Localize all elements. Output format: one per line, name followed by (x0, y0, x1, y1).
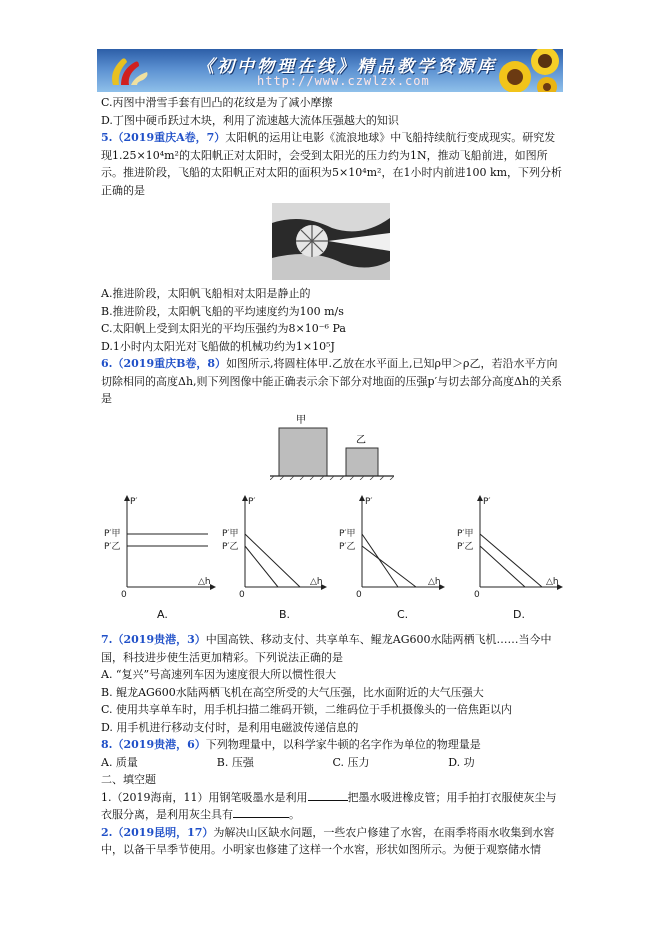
graph-a (104, 496, 215, 600)
graph-b-origin: 0 (239, 590, 245, 600)
answer-graphs (100, 492, 570, 627)
block-yi-label: 乙 (356, 435, 366, 446)
q5-option-b: B.推进阶段，太阳帆飞船的平均速度约为100 m/s (101, 304, 344, 318)
q9-blank-2 (233, 807, 289, 818)
q9-stem (101, 789, 564, 824)
q5-option-a: A.推进阶段，太阳帆飞船相对太阳是静止的 (101, 287, 311, 300)
q7-number: 7. (101, 633, 113, 646)
q6-source: （2019重庆B卷，8） (112, 357, 227, 370)
q5-source: （2019重庆A卷，7） (112, 131, 226, 144)
graph-label-b: B. (279, 608, 291, 621)
graph-a-p-yi: P′乙 (104, 542, 121, 552)
q8-stem (101, 736, 564, 754)
cylinders-figure (270, 410, 394, 480)
q7-option-d: D. 用手机进行移动支付时，是利用电磁波传递信息的 (101, 720, 359, 734)
question-block-lower (101, 631, 564, 859)
q5-stem (101, 129, 564, 199)
q9-part-b: 把墨水吸进橡皮管；用手拍打衣服使灰尘与衣服分离，是利用灰尘具有 (101, 790, 557, 821)
graph-d-y-label: P′ (483, 497, 491, 507)
banner-title: 《初中物理在线》精品教学资源库 (197, 57, 497, 77)
q7-text: 中国高铁、移动支付、共享单车、鲲龙AG600水陆两栖飞机……当今中国，科技进步使生活更加精彩。下列说法正确的是 (101, 633, 552, 664)
graph-c-y-label: P′ (365, 497, 373, 507)
q10-source: （2019昆明，17） (112, 825, 214, 839)
q8-option-d: D. 功 (448, 755, 475, 769)
q4-option-d: D.丁图中硬币跃过木块，利用了流速越大流体压强越大的知识 (101, 113, 399, 127)
graph-a-origin: 0 (121, 590, 127, 600)
graph-label-d: D. (513, 608, 525, 621)
graph-d-x-label: △h (546, 577, 559, 587)
section-heading-fill-in: 二、填空题 (101, 773, 156, 786)
q8-source: （2019贵港，6） (112, 738, 206, 751)
q8-text: 下列物理量中，以科学家牛顿的名字作为单位的物理量是 (205, 738, 481, 751)
q9-part-c: 。 (289, 808, 300, 821)
question-block-upper (101, 94, 564, 199)
q8-option-a: A. 质量 (101, 755, 138, 769)
sunflower-icon (495, 49, 563, 92)
graph-c-origin: 0 (356, 590, 362, 600)
q8-option-b: B. 压强 (216, 755, 254, 769)
graph-a-p-jia: P′甲 (104, 529, 121, 539)
q4-option-c: C.丙图中滑雪手套有凹凸的花纹是为了减小摩擦 (101, 96, 333, 109)
graph-b-p-jia: P′甲 (222, 529, 239, 539)
graph-b (222, 496, 326, 600)
graph-d-p-yi: P′乙 (457, 542, 474, 552)
graph-b-y-label: P′ (248, 497, 256, 507)
graph-c-p-jia: P′甲 (339, 529, 356, 539)
q8-options (101, 754, 564, 772)
graph-c-x-label: △h (428, 577, 441, 587)
banner-url: http://www.czwlzx.com (257, 74, 430, 88)
graph-c (339, 496, 444, 600)
q9-blank-1 (308, 790, 348, 801)
graph-label-a: A. (157, 608, 168, 621)
q6-stem (101, 355, 564, 408)
logo-icon (103, 52, 157, 89)
q8-option-c: C. 压力 (332, 755, 370, 769)
q10-text: 为解决山区缺水问题，一些农户修建了水窖，在雨季将雨水收集到水窖中，以备干旱季节使用。小明家也修建了这样一个水窖，形状如图所示。为便于观察储水情 (101, 825, 555, 856)
q7-option-b: B. 鲲龙AG600水陆两栖飞机在高空所受的大气压强，比水面附近的大气压强大 (101, 685, 484, 699)
q5-option-d: D.1小时内太阳光对飞船做的机械功约为1×10⁵J (101, 339, 335, 353)
q10-stem (101, 824, 564, 859)
block-jia-label: 甲 (296, 415, 306, 426)
q6-number: 6. (101, 357, 113, 370)
graph-a-y-label: P′ (130, 497, 138, 507)
graph-d-origin: 0 (474, 590, 480, 600)
graph-d-p-jia: P′甲 (457, 529, 474, 539)
graph-label-c: C. (397, 608, 409, 621)
graph-a-x-label: △h (198, 577, 211, 587)
q8-number: 8. (101, 738, 113, 751)
solar-sail-photo (272, 203, 390, 280)
q7-stem (101, 631, 564, 666)
q5-number: 5. (101, 131, 113, 144)
q5-text: 太阳帆的运用让电影《流浪地球》中飞船持续航行变成现实。研究发现1.25×10⁴m²的太阳帆正对太阳时，会受到太阳光的压力约为1N，推动飞船前进，如图所示。推进阶段，飞船的太阳帆正对太阳的面积为5×10⁴m²，在1小时内前进100 km，下列分析正确的是 (101, 131, 563, 197)
q5-option-c: C.太阳帆上受到太阳光的平均压强约为8×10⁻⁶ Pa (101, 322, 346, 335)
graph-b-x-label: △h (310, 577, 323, 587)
q6-text: 如图所示,将圆柱体甲.乙放在水平面上,已知ρ甲＞ρ乙，若沿水平方向切除相同的高度Δh,则下列图像中能正确表示余下部分对地面的压强p′与切去部分高度Δh的关系是 (101, 357, 563, 405)
q10-number: 2. (101, 825, 113, 839)
q7-source: （2019贵港，3） (112, 633, 206, 646)
graph-b-p-yi: P′乙 (222, 542, 239, 552)
q7-option-a: A. “复兴”号高速列车因为速度很大所以惯性很大 (101, 668, 337, 681)
q7-option-c: C. 使用共享单车时，用手机扫描二维码开锁，二维码位于手机摄像头的一倍焦距以内 (101, 703, 513, 716)
q9-part-a: 1.（2019海南，11）用钢笔吸墨水是利用 (101, 790, 308, 804)
graph-d (457, 496, 562, 600)
q5-options (101, 285, 564, 408)
graph-c-p-yi: P′乙 (339, 542, 356, 552)
header-banner (97, 49, 563, 92)
